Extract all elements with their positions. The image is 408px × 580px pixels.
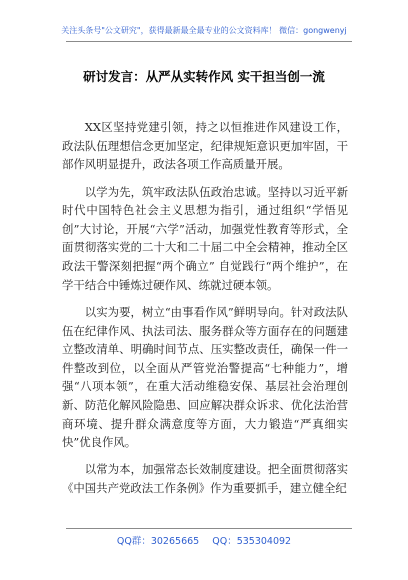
document-title: 研讨发言：从严从实转作风 实干担当创一流 [83,69,325,84]
paragraph-system: 以常为本，加强常态长效制度建设。把全面贯彻落实《中国共产党政法工作条例》作为重要抓手，建立健全纪 [62,462,348,496]
footer-contact [0,533,408,547]
footer-qq-number: QQ：535304092 [212,536,292,547]
paragraph-intro: XX区坚持党建引领，持之以恒推进作风建设工作，政法队伍理想信念更加坚定，纪律规矩意识更加牢固，干部作风明显提升，政法各项工作高质量开展。 [62,120,348,172]
footer-divider [66,528,352,529]
document-body [62,118,348,506]
header-divider [66,41,352,42]
paragraph-study: 以学为先，筑牢政法队伍政治忠诚。坚持以习近平新时代中国特色社会主义思想为指引，通过组织“学悟见创”大讨论，开展“六学”活动，加强党性教育等形式，全面贯彻落实党的二十大和二十届二中全会精神，推动全区政法干警深刻把握“两个确立” 自觉践行“两个维护”，在学干结合中锤炼过硬作风、练就过硬本领。 [62,184,348,292]
header-promo-note: 关注头条号"公文研究"，获得最新最全最专业的公文资料库！ 微信：gongwenyj [61,26,347,35]
footer-qq-group: QQ群：30265665 [116,536,200,547]
paragraph-practice: 以实为要，树立“由事看作风”鲜明导向。针对政法队伍在纪律作风、执法司法、服务群众等方面存在的问题建立整改清单、明确时间节点、压实整改责任，确保一件一件整改到位，以全面从严管党治警提高“七种能力”，增强“八项本领”，在重大活动维稳安保、基层社会治理创新、防范化解风险隐患、回应解决群众诉求、优化法治营商环境、提升群众满意度等方面，大力锻造“严真细实快”优良作风。 [62,304,348,450]
